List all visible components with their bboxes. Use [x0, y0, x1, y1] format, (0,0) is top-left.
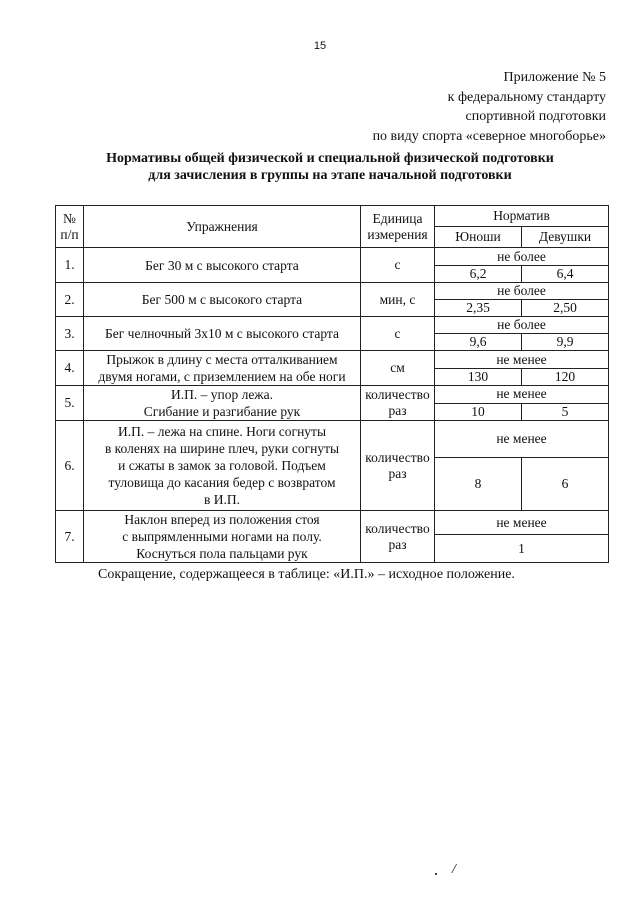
scan-dot: [435, 873, 437, 875]
title-line: Нормативы общей физической и специальной физической подготовки: [106, 151, 554, 166]
header-number: № п/п: [56, 206, 84, 248]
row-condition: не более: [435, 283, 609, 300]
row-number: 6.: [56, 421, 84, 511]
row-boys-value: 9,6: [435, 334, 522, 351]
row-condition: не менее: [435, 386, 609, 404]
row-boys-value: 10: [435, 403, 522, 421]
header-unit: Единица измерения: [361, 206, 435, 248]
row-unit: количество раз: [361, 421, 435, 511]
row-boys-value: 6,2: [435, 266, 522, 283]
header-boys: Юноши: [435, 227, 522, 248]
table-row: [56, 317, 609, 334]
header-norm: Норматив: [435, 206, 609, 227]
row-unit: мин, с: [361, 283, 435, 317]
row-exercise: Бег 30 м с высокого старта: [84, 248, 361, 283]
row-girls-value: 2,50: [522, 300, 609, 317]
table-row: [56, 283, 609, 300]
row-girls-value: 120: [522, 369, 609, 386]
row-number: 3.: [56, 317, 84, 351]
row-number: 2.: [56, 283, 84, 317]
table-row: [56, 386, 609, 404]
row-unit: количество раз: [361, 386, 435, 421]
page-number: 15: [313, 40, 327, 52]
appendix-header: [373, 68, 606, 146]
document-title: [0, 150, 640, 184]
title-line: для зачисления в группы на этапе начальной подготовки: [148, 168, 512, 183]
row-number: 5.: [56, 386, 84, 421]
margin-mark: /: [452, 862, 456, 877]
header-girls: Девушки: [522, 227, 609, 248]
row-unit: количество раз: [361, 511, 435, 563]
row-exercise: Наклон вперед из положения стоя с выпрямленными ногами на полу. Коснуться пола пальцами рук: [84, 511, 361, 563]
header-exercise: Упражнения: [84, 206, 361, 248]
row-girls-value: 5: [522, 403, 609, 421]
appendix-line: к федеральному стандарту: [447, 89, 606, 105]
row-boys-value: 130: [435, 369, 522, 386]
row-number: 4.: [56, 351, 84, 386]
row-boys-value: 8: [435, 458, 522, 511]
row-condition: не более: [435, 317, 609, 334]
row-number: 7.: [56, 511, 84, 563]
row-exercise: Бег челночный 3х10 м с высокого старта: [84, 317, 361, 351]
norms-table: [55, 205, 609, 563]
row-exercise: И.П. – упор лежа. Сгибание и разгибание рук: [84, 386, 361, 421]
table-row: [56, 351, 609, 369]
appendix-line: спортивной подготовки: [465, 109, 606, 124]
row-condition: не менее: [435, 421, 609, 458]
row-unit: с: [361, 317, 435, 351]
appendix-line: по виду спорта «северное многоборье»: [372, 128, 606, 144]
row-boys-value: 2,35: [435, 300, 522, 317]
row-girls-value: 6: [522, 458, 609, 511]
row-condition: не более: [435, 248, 609, 266]
row-exercise: Прыжок в длину с места отталкиванием двумя ногами, с приземлением на обе ноги: [84, 351, 361, 386]
table-row: [56, 511, 609, 535]
row-condition: не менее: [435, 511, 609, 535]
row-exercise: Бег 500 м с высокого старта: [84, 283, 361, 317]
row-exercise: И.П. – лежа на спине. Ноги согнуты в коленях на ширине плеч, руки согнуты и сжаты в замок за головой. Подъем туловища до касания бедер с возвратом в И.П.: [84, 421, 361, 511]
table-row: [56, 248, 609, 266]
row-number: 1.: [56, 248, 84, 283]
row-unit: с: [361, 248, 435, 283]
footnote: Сокращение, содержащееся в таблице: «И.П.» – исходное положение.: [98, 567, 515, 582]
row-condition: не менее: [435, 351, 609, 369]
row-girls-value: 9,9: [522, 334, 609, 351]
row-girls-value: 6,4: [522, 266, 609, 283]
table-row: [56, 421, 609, 458]
row-unit: см: [361, 351, 435, 386]
appendix-line: Приложение № 5: [503, 70, 606, 85]
row-shared-value: 1: [435, 535, 609, 563]
